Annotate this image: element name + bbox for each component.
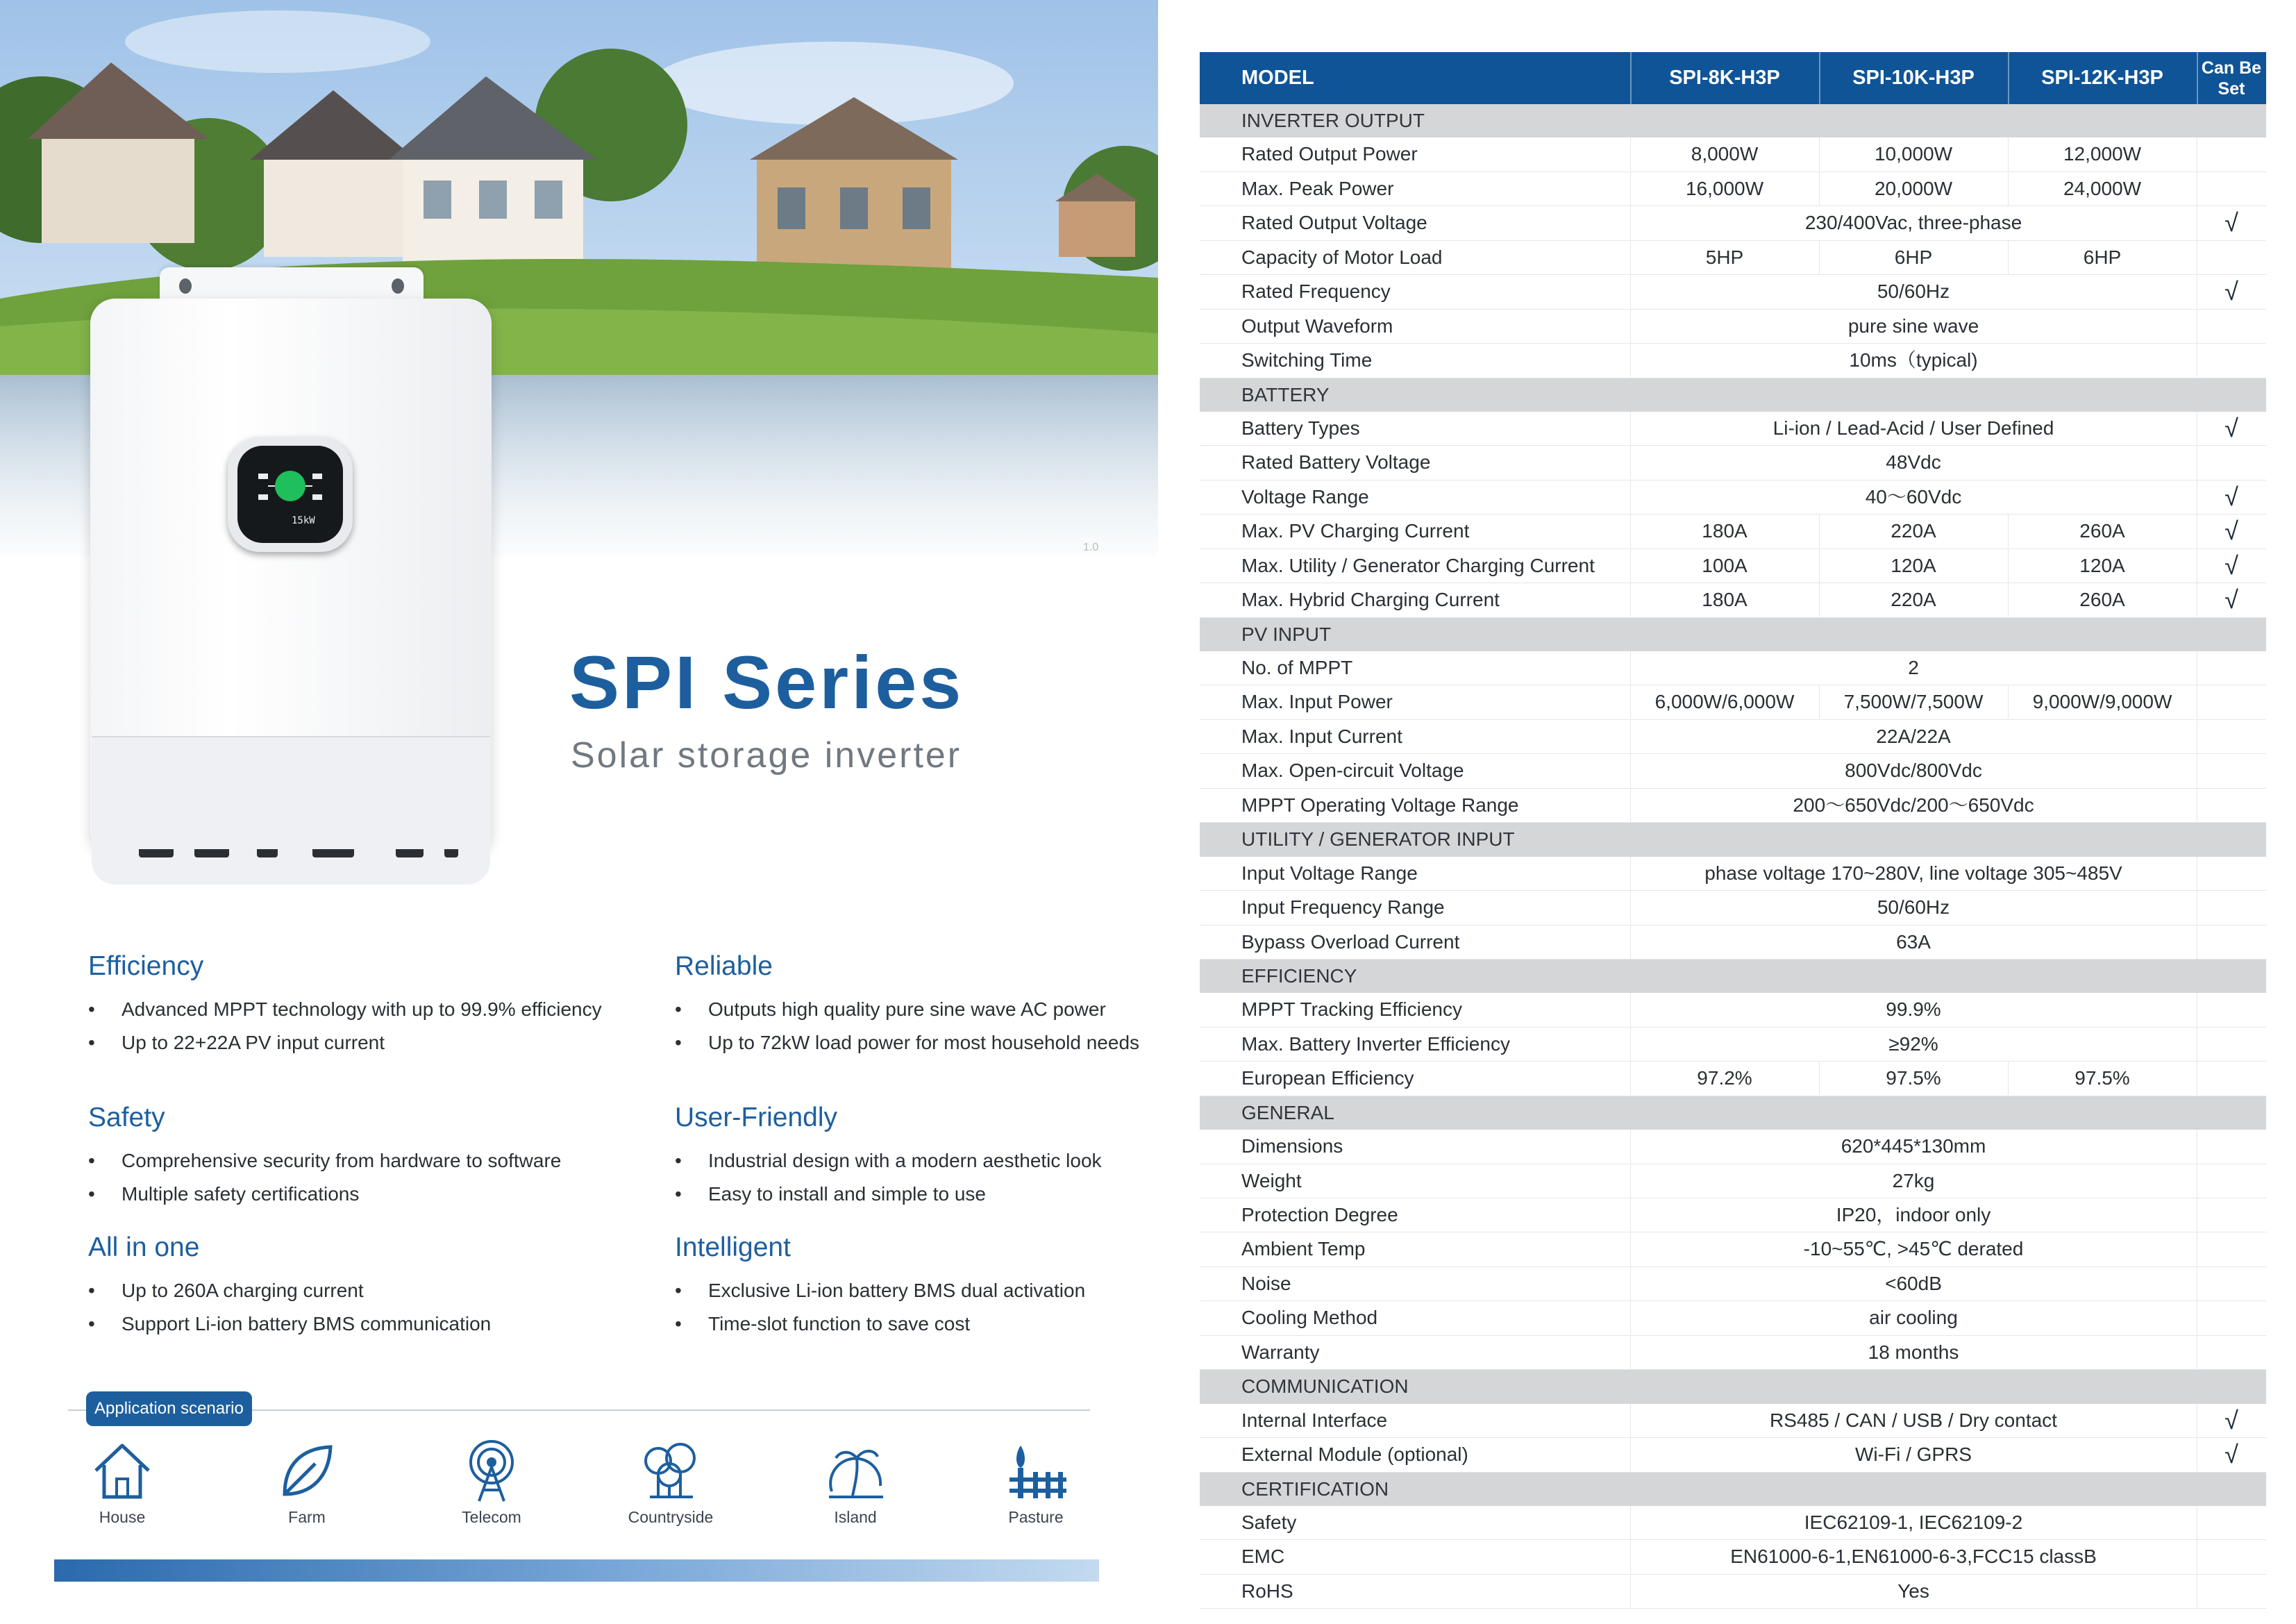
section-title: GENERAL: [1241, 1101, 1334, 1123]
table-row: [1200, 857, 2266, 891]
spec-label: Protection Degree: [1241, 1204, 1398, 1225]
spec-label: External Module (optional): [1241, 1443, 1468, 1466]
section-title: INVERTER OUTPUT: [1241, 110, 1425, 131]
table-row: [1200, 1232, 2266, 1266]
lcd-screen-icon: [237, 446, 343, 543]
spec-table-header: [1200, 52, 2266, 104]
feature-item: • Support Li-ion battery BMS communication: [88, 1307, 602, 1341]
spec-value: 16,000W: [1685, 177, 1764, 199]
application-badge: Application scenario: [86, 1391, 252, 1426]
spec-label: Max. Utility / Generator Charging Current: [1241, 554, 1595, 576]
spec-label: Rated Output Voltage: [1241, 212, 1427, 234]
table-row: [1200, 1198, 2266, 1232]
table-row: [1200, 549, 2266, 583]
section-row: [1200, 1370, 2266, 1403]
spec-value: 120A: [2079, 554, 2125, 576]
spec-value: 230/400Vac, three-phase: [1804, 212, 2022, 234]
check-mark-icon: √: [2224, 517, 2238, 546]
spec-label: Rated Output Power: [1241, 143, 1418, 165]
section-row: [1200, 378, 2266, 412]
application-island: [786, 1437, 925, 1527]
spec-label: Max. Battery Inverter Efficiency: [1241, 1032, 1510, 1055]
application-label: Farm: [288, 1508, 326, 1526]
spec-label: Capacity of Motor Load: [1241, 246, 1443, 268]
application-farm: [237, 1437, 376, 1527]
product-subtitle: Solar storage inverter: [571, 735, 962, 776]
table-row: [1200, 275, 2266, 309]
spec-value: 22A/22A: [1876, 725, 1951, 747]
feature-title: Intelligent: [675, 1232, 791, 1262]
spec-value: 97.5%: [2075, 1067, 2130, 1089]
feature-item: • Easy to install and simple to use: [675, 1178, 1189, 1211]
spec-value: 20,000W: [1874, 177, 1953, 199]
spec-label: MPPT Tracking Efficiency: [1241, 998, 1462, 1021]
table-row: [1200, 1540, 2266, 1574]
application-label: Pasture: [1008, 1508, 1064, 1526]
spec-value: 24,000W: [2063, 177, 2142, 199]
display-readout: 15kW: [292, 515, 315, 526]
spec-value: 12,000W: [2063, 143, 2142, 165]
spec-label: Battery Types: [1241, 417, 1360, 439]
spec-value: phase voltage 170~280V, line voltage 305~485V: [1704, 862, 2122, 884]
check-mark-icon: √: [2224, 551, 2238, 580]
spec-value: 97.5%: [1886, 1067, 1941, 1089]
spec-label: EMC: [1241, 1546, 1285, 1568]
spec-value: 9,000W/9,000W: [2032, 691, 2172, 713]
spec-label: No. of MPPT: [1241, 657, 1353, 678]
spec-label: Rated Frequency: [1241, 281, 1391, 303]
spec-value: 180A: [1702, 520, 1748, 542]
spec-value: EN61000-6-1,EN61000-6-3,FCC15 classB: [1730, 1546, 2097, 1568]
section-title: PV INPUT: [1241, 623, 1332, 645]
spec-value: 220A: [1891, 589, 1936, 611]
spec-value: pure sine wave: [1847, 315, 1979, 337]
spec-value: 260A: [2079, 589, 2125, 611]
spec-label: Weight: [1241, 1169, 1302, 1191]
spec-label: Max. Open-circuit Voltage: [1241, 760, 1464, 782]
feature-item: • Advanced MPPT technology with up to 99.9% efficiency: [88, 993, 602, 1026]
section-row: [1200, 960, 2266, 993]
application-label: House: [99, 1508, 146, 1526]
spec-value: 220A: [1891, 520, 1936, 542]
section-title: BATTERY: [1241, 383, 1330, 405]
section-title: COMMUNICATION: [1241, 1375, 1409, 1398]
spec-value: 97.2%: [1697, 1067, 1752, 1089]
spec-label: Max. Hybrid Charging Current: [1241, 589, 1500, 611]
application-label: Telecom: [462, 1508, 521, 1526]
spec-value: 10,000W: [1874, 143, 1953, 165]
table-row: [1200, 1130, 2266, 1164]
spec-value: 63A: [1896, 930, 1931, 953]
spec-label: Bypass Overload Current: [1241, 930, 1460, 953]
spec-value: Yes: [1897, 1580, 1929, 1602]
application-pasture: [966, 1437, 1105, 1527]
feature-title: User-Friendly: [675, 1103, 838, 1132]
spec-value: IP20，indoor only: [1836, 1204, 1991, 1225]
feature-item: • Industrial design with a modern aesthetic look: [675, 1144, 1189, 1178]
table-row: [1200, 1336, 2266, 1370]
application-label: Countryside: [628, 1508, 714, 1526]
spec-value: 10ms（typical): [1849, 349, 1978, 371]
bolt-icon: [392, 278, 404, 294]
spec-value: 260A: [2079, 520, 2125, 542]
table-row: [1200, 480, 2266, 514]
application-house: [53, 1437, 192, 1527]
check-mark-icon: √: [2224, 413, 2238, 442]
feature-title: Efficiency: [88, 951, 204, 981]
table-row: [1200, 412, 2266, 446]
feature-intelligent: [675, 1232, 1189, 1341]
spec-value: 99.9%: [1886, 998, 1941, 1021]
table-row: [1200, 891, 2266, 925]
cable-terminals: [118, 849, 465, 859]
section-title: CERTIFICATION: [1241, 1477, 1389, 1500]
spec-value: 50/60Hz: [1877, 896, 1950, 919]
table-row: [1200, 1267, 2266, 1301]
table-row: [1200, 206, 2266, 240]
spec-label: Max. Input Power: [1241, 691, 1393, 713]
feature-title: Reliable: [675, 951, 773, 981]
trees-icon: [637, 1437, 704, 1504]
spec-value: Li-ion / Lead-Acid / User Defined: [1773, 417, 2054, 439]
hero-watermark: 1.0: [1083, 542, 1099, 553]
spec-label: Rated Battery Voltage: [1241, 451, 1431, 474]
spec-label: European Efficiency: [1241, 1067, 1414, 1089]
feature-item: • Up to 260A charging current: [88, 1274, 602, 1307]
inverter-bottom-panel: [92, 736, 490, 885]
table-row: [1200, 1028, 2266, 1062]
feature-title: All in one: [88, 1232, 200, 1262]
inverter-display: [228, 437, 353, 552]
spec-value: 8,000W: [1691, 143, 1759, 165]
section-title: EFFICIENCY: [1241, 964, 1357, 987]
check-mark-icon: √: [2224, 482, 2238, 511]
spec-value: 50/60Hz: [1877, 281, 1950, 303]
spec-value: 200～650Vdc/200～650Vdc: [1793, 794, 2034, 816]
table-row: [1200, 446, 2266, 480]
spec-value: <60dB: [1885, 1272, 1942, 1294]
application-telecom: [422, 1437, 561, 1527]
product-title: SPI Series: [569, 640, 964, 724]
spec-value: -10~55℃, >45℃ derated: [1803, 1238, 2024, 1260]
check-mark-icon: √: [2224, 208, 2238, 237]
spec-table-body: [1200, 104, 2266, 1609]
spec-value: 2: [1908, 657, 1919, 678]
table-row: [1200, 1438, 2266, 1472]
spec-label: Internal Interface: [1241, 1409, 1388, 1431]
spec-label: Ambient Temp: [1241, 1238, 1366, 1260]
table-row: [1200, 1164, 2266, 1198]
decorative-gradient-bar: [54, 1559, 1099, 1582]
fence-icon: [1003, 1437, 1069, 1504]
spec-value: 7,500W/7,500W: [1843, 691, 1984, 713]
spec-label: Input Voltage Range: [1241, 862, 1418, 884]
check-mark-icon: √: [2224, 1405, 2238, 1434]
header-can-be-set: Can Be Set: [2201, 58, 2262, 99]
table-row: [1200, 1301, 2266, 1335]
table-row: [1200, 583, 2266, 617]
table-row: [1200, 241, 2266, 275]
table-row: [1200, 344, 2266, 378]
feature-title: Safety: [88, 1103, 165, 1132]
section-row: [1200, 1473, 2266, 1506]
feature-item: • Up to 22+22A PV input current: [88, 1026, 602, 1060]
spec-value: 620*445*130mm: [1841, 1135, 1986, 1157]
section-title: UTILITY / GENERATOR INPUT: [1241, 828, 1515, 851]
check-mark-icon: √: [2224, 585, 2238, 614]
spec-value: 6HP: [2083, 246, 2122, 268]
spec-value: IEC62109-1, IEC62109-2: [1804, 1511, 2023, 1533]
header-model-8k: SPI-8K-H3P: [1669, 67, 1780, 89]
inverter-product-image: [90, 267, 493, 857]
table-row: [1200, 172, 2266, 206]
feature-all-in-one: [88, 1232, 602, 1341]
spec-label: Cooling Method: [1241, 1307, 1378, 1329]
spec-value: ≥92%: [1888, 1032, 1938, 1055]
header-model-10k: SPI-10K-H3P: [1852, 67, 1975, 89]
inverter-body: [90, 299, 492, 854]
spec-value: 27kg: [1892, 1169, 1935, 1191]
spec-value: 6,000W/6,000W: [1654, 691, 1795, 713]
application-label: Island: [834, 1508, 877, 1526]
spec-label: Switching Time: [1241, 349, 1373, 371]
spec-label: Dimensions: [1241, 1135, 1343, 1157]
table-row: [1200, 993, 2266, 1027]
feature-safety: [88, 1103, 602, 1211]
spec-label: Safety: [1241, 1511, 1297, 1533]
feature-user-friendly: [675, 1103, 1189, 1211]
spec-label: RoHS: [1241, 1580, 1293, 1602]
house-icon: [89, 1437, 156, 1504]
spec-value: 100A: [1702, 554, 1748, 576]
feature-efficiency: [88, 951, 602, 1060]
spec-label: Max. Peak Power: [1241, 177, 1394, 199]
table-row: [1200, 137, 2266, 171]
spec-label: MPPT Operating Voltage Range: [1241, 794, 1519, 816]
table-row: [1200, 754, 2266, 788]
spec-label: Max. PV Charging Current: [1241, 520, 1470, 542]
spec-value: 800Vdc/800Vdc: [1845, 760, 1982, 782]
application-countryside: [601, 1437, 740, 1527]
bolt-icon: [179, 278, 192, 294]
spec-value: 48Vdc: [1886, 451, 1941, 474]
section-row: [1200, 104, 2266, 137]
section-row: [1200, 618, 2266, 651]
antenna-icon: [458, 1437, 525, 1504]
table-row: [1200, 926, 2266, 960]
feature-item: • Comprehensive security from hardware to software: [88, 1144, 602, 1178]
feature-item: • Multiple safety certifications: [88, 1178, 602, 1211]
spec-label: Warranty: [1241, 1341, 1320, 1363]
table-row: [1200, 651, 2266, 685]
leaf-icon: [274, 1437, 340, 1504]
table-row: [1200, 1575, 2266, 1609]
check-mark-icon: √: [2224, 1440, 2238, 1469]
spec-value: RS485 / CAN / USB / Dry contact: [1770, 1409, 2057, 1431]
spec-value: 5HP: [1705, 246, 1744, 268]
palm-tree-icon: [822, 1437, 889, 1504]
spec-value: air cooling: [1869, 1307, 1958, 1329]
section-row: [1200, 823, 2266, 856]
feature-item: • Time-slot function to save cost: [675, 1307, 1189, 1341]
table-row: [1200, 720, 2266, 754]
table-row: [1200, 1062, 2266, 1096]
feature-item: • Up to 72kW load power for most household needs: [675, 1026, 1189, 1060]
table-row: [1200, 1404, 2266, 1438]
feature-item: • Outputs high quality pure sine wave AC power: [675, 993, 1189, 1026]
spec-table: [1200, 52, 2266, 1609]
header-model-12k: SPI-12K-H3P: [2041, 67, 2163, 89]
spec-label: Noise: [1241, 1272, 1291, 1294]
spec-value: 120A: [1891, 554, 1936, 576]
spec-value: 40～60Vdc: [1865, 485, 1962, 508]
spec-label: Voltage Range: [1241, 485, 1369, 508]
spec-label: Output Waveform: [1241, 315, 1393, 337]
header-model: MODEL: [1241, 67, 1314, 89]
table-row: [1200, 1506, 2266, 1540]
spec-label: Max. Input Current: [1241, 725, 1402, 747]
table-row: [1200, 789, 2266, 823]
table-row: [1200, 685, 2266, 719]
spec-value: 6HP: [1894, 246, 1933, 268]
spec-value: Wi-Fi / GPRS: [1855, 1443, 1972, 1466]
section-row: [1200, 1096, 2266, 1130]
check-mark-icon: √: [2224, 277, 2238, 306]
spec-label: Input Frequency Range: [1241, 896, 1445, 919]
table-row: [1200, 310, 2266, 344]
feature-item: • Exclusive Li-ion battery BMS dual activation: [675, 1274, 1189, 1307]
table-row: [1200, 514, 2266, 549]
feature-reliable: [675, 951, 1189, 1060]
spec-value: 18 months: [1868, 1341, 1959, 1363]
spec-value: 180A: [1702, 589, 1748, 611]
